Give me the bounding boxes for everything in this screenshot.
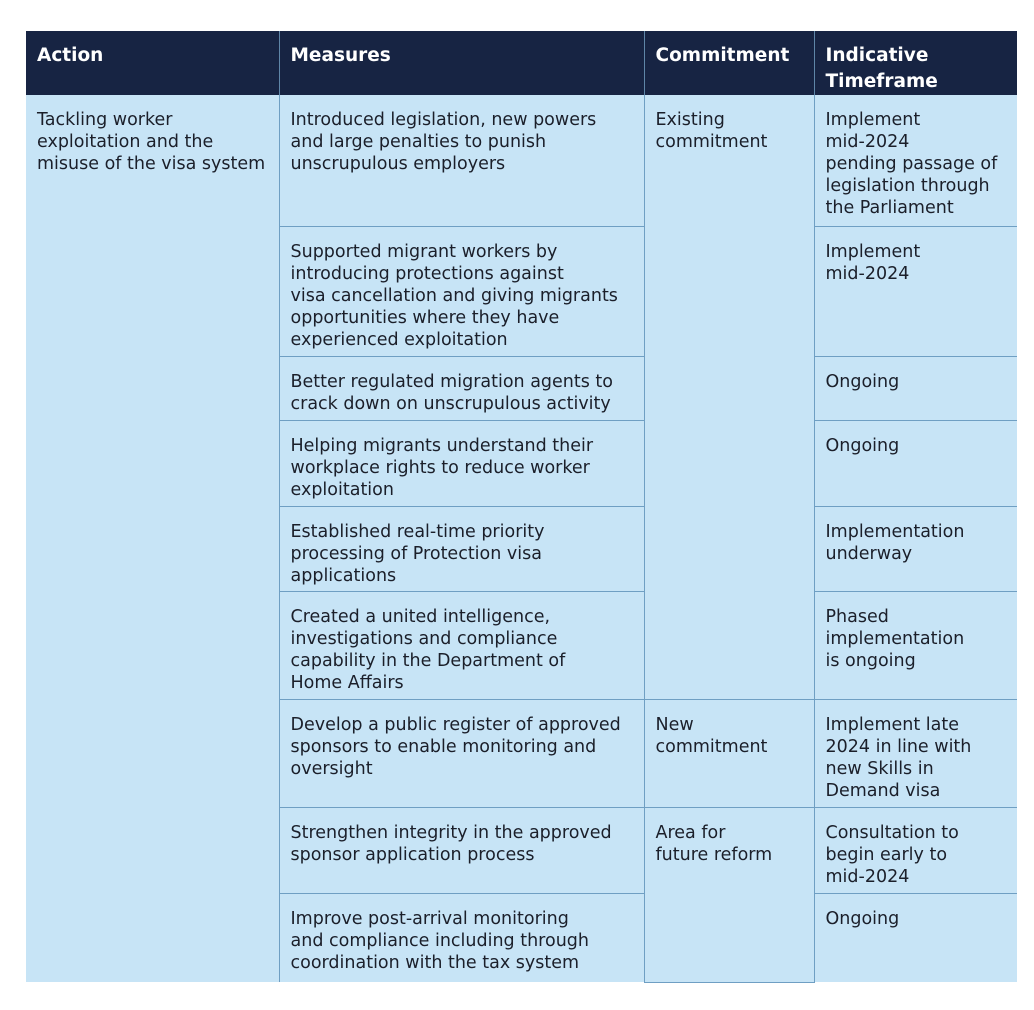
timeframe-cell: Implement mid-2024	[814, 226, 1017, 356]
timeframe-cell: Implement mid-2024 pending passage of legislation through the Parliament	[814, 95, 1017, 226]
action-cell: Tackling worker exploitation and the misuse of the visa system	[26, 95, 279, 982]
timeframe-cell: Implement late 2024 in line with new Skills in Demand visa	[814, 699, 1017, 807]
timeframe-cell: Ongoing	[814, 420, 1017, 506]
measure-cell: Develop a public register of approved sponsors to enable monitoring and oversight	[279, 699, 644, 807]
measure-cell: Improve post-arrival monitoring and compliance including through coordination with the tax system	[279, 893, 644, 982]
timeframe-cell: Ongoing	[814, 356, 1017, 420]
commitment-cell: New commitment	[644, 699, 814, 807]
measure-cell: Established real-time priority processing of Protection visa applications	[279, 506, 644, 591]
migration-measures-table	[26, 31, 1017, 983]
timeframe-cell: Phased implementation is ongoing	[814, 591, 1017, 699]
measure-cell: Better regulated migration agents to crack down on unscrupulous activity	[279, 356, 644, 420]
header-commitment: Commitment	[644, 31, 814, 95]
table-row	[26, 95, 1017, 226]
timeframe-cell: Ongoing	[814, 893, 1017, 982]
commitment-cell: Existing commitment	[644, 95, 814, 699]
measure-cell: Created a united intelligence, investigations and compliance capability in the Department of Home Affairs	[279, 591, 644, 699]
header-row	[26, 31, 1017, 95]
table-body	[26, 95, 1017, 982]
header-timeframe: Indicative Timeframe	[814, 31, 1017, 95]
header-action: Action	[26, 31, 279, 95]
measure-cell: Helping migrants understand their workplace rights to reduce worker exploitation	[279, 420, 644, 506]
header-measures: Measures	[279, 31, 644, 95]
measure-cell: Strengthen integrity in the approved sponsor application process	[279, 807, 644, 893]
commitment-cell: Area for future reform	[644, 807, 814, 982]
table-header	[26, 31, 1017, 95]
timeframe-cell: Consultation to begin early to mid-2024	[814, 807, 1017, 893]
timeframe-cell: Implementation underway	[814, 506, 1017, 591]
measure-cell: Supported migrant workers by introducing protections against visa cancellation and giving migrants opportunities where they have experienced exploitation	[279, 226, 644, 356]
measure-cell: Introduced legislation, new powers and large penalties to punish unscrupulous employers	[279, 95, 644, 226]
